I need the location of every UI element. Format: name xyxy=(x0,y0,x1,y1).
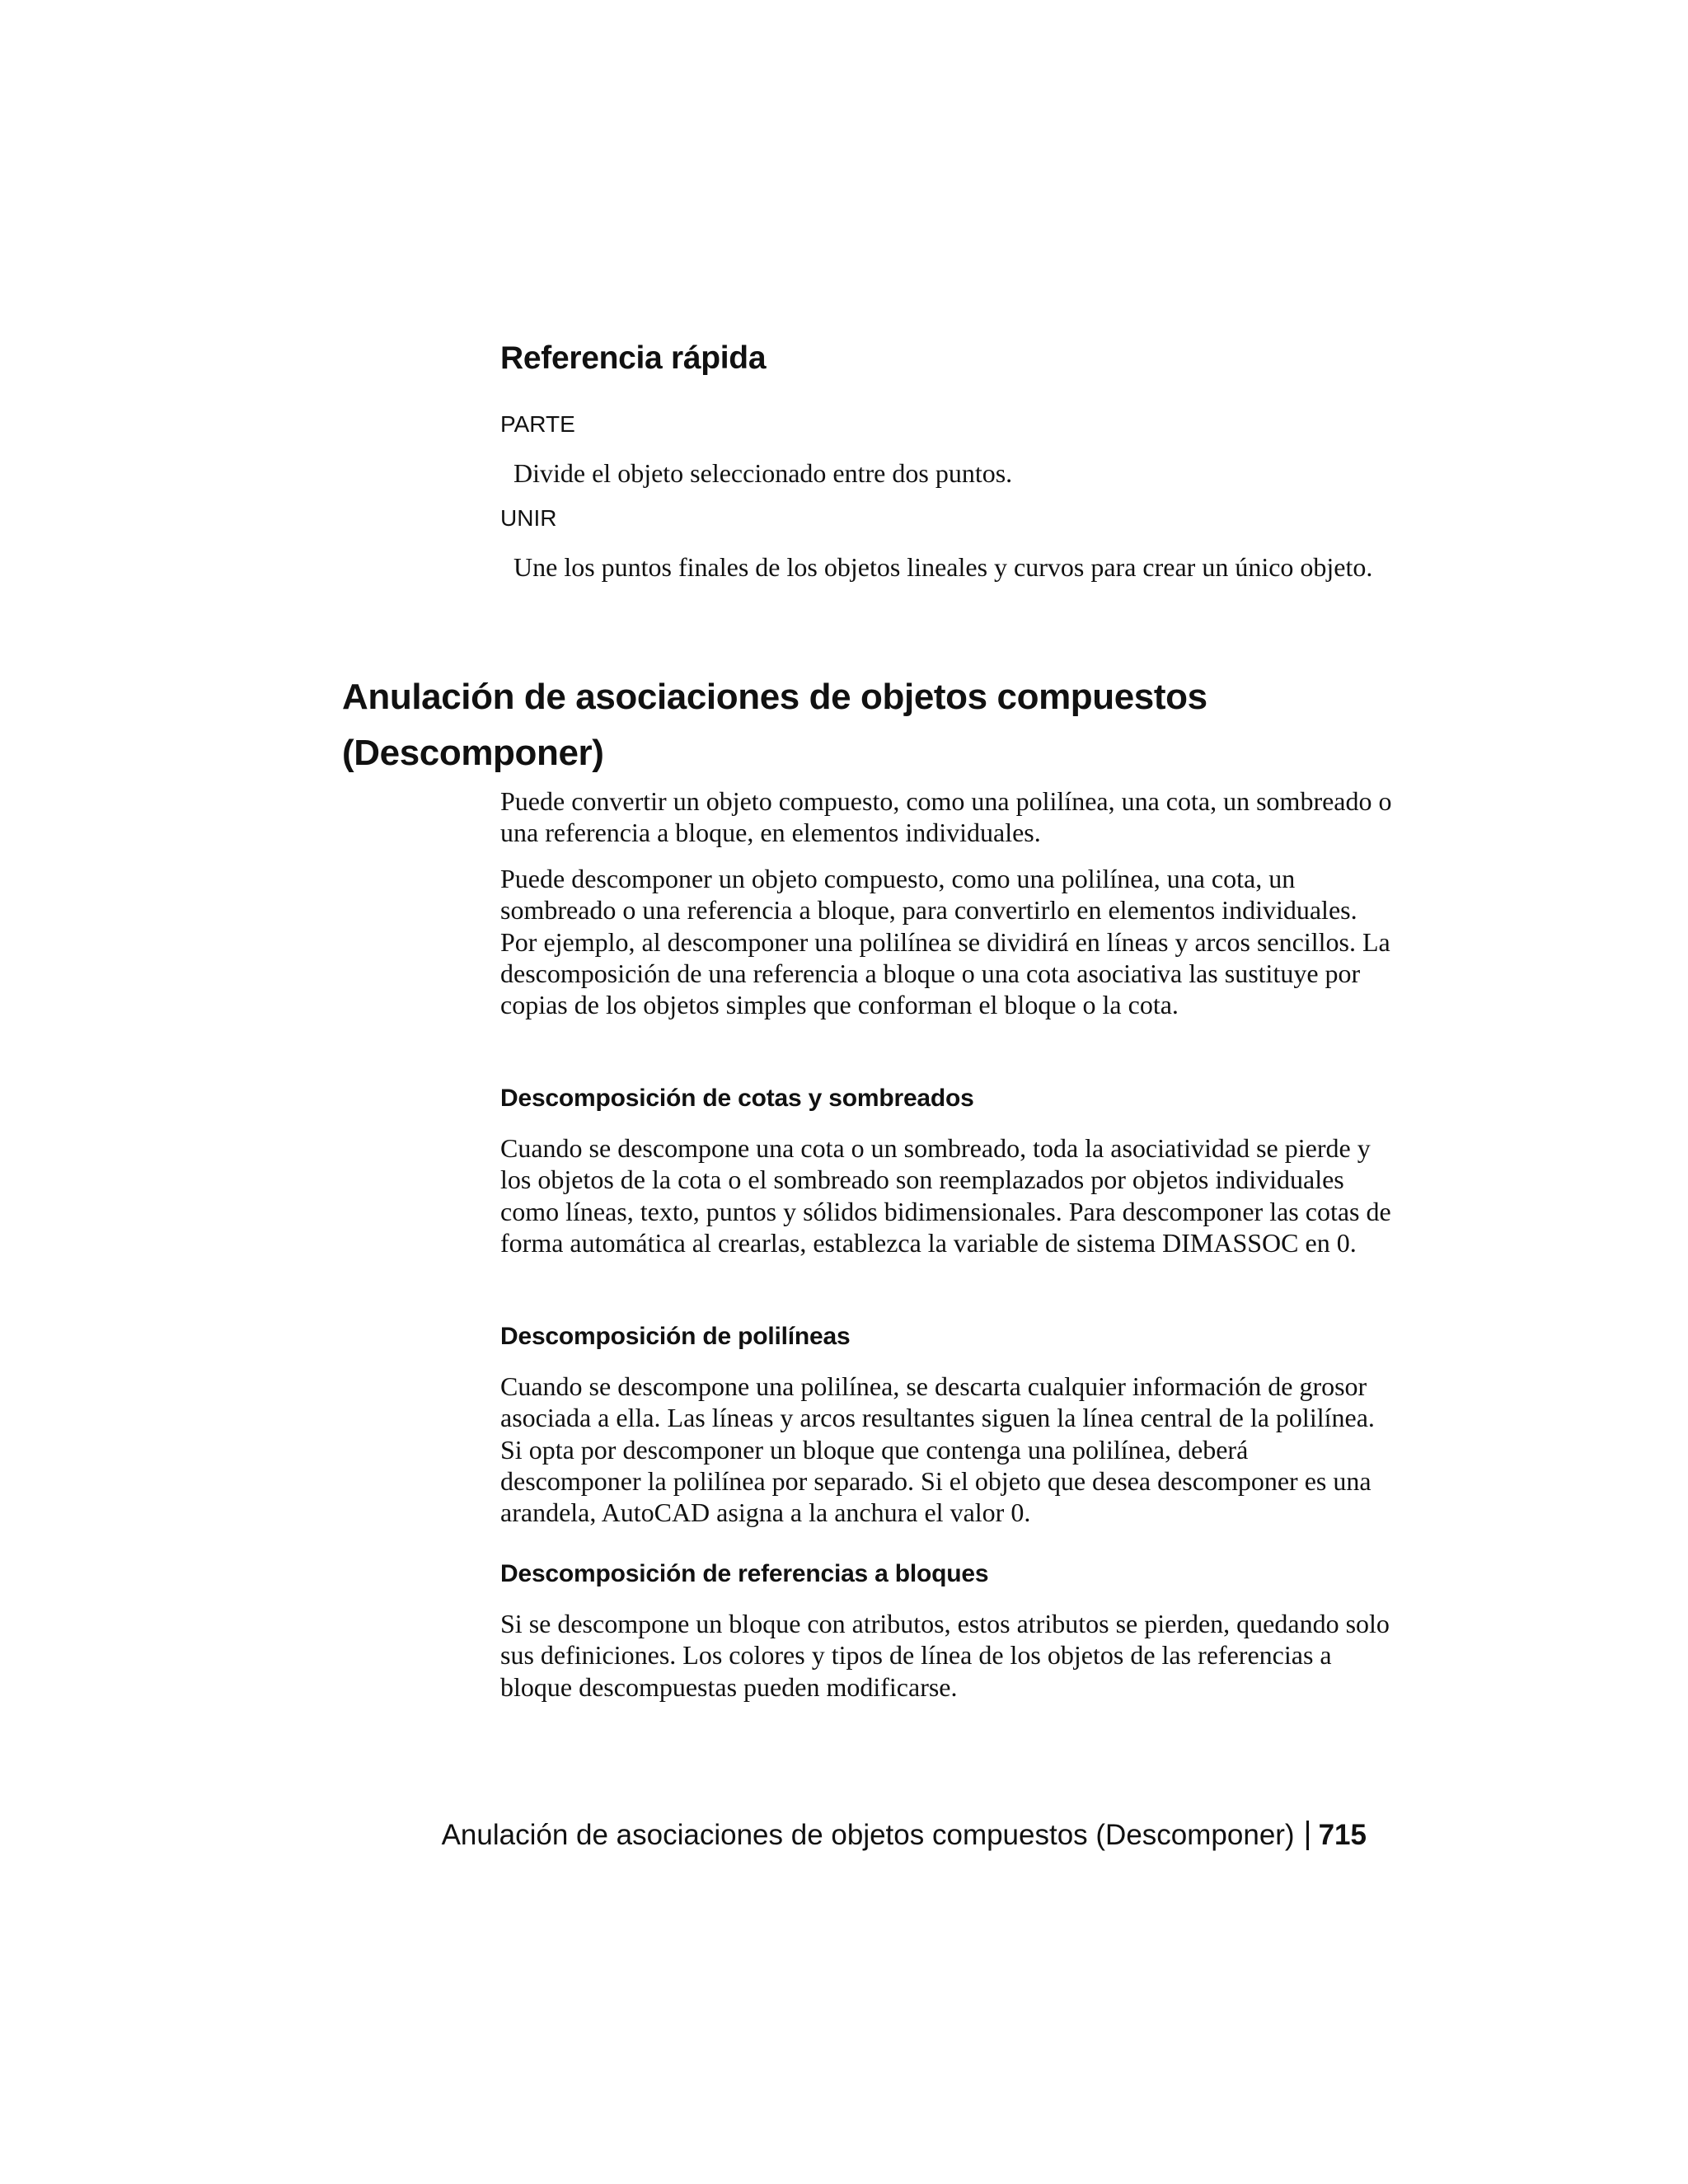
footer-running-title: Anulación de asociaciones de objetos compuestos (Descomponer) xyxy=(441,1819,1295,1851)
subsection-text-cotas: Cuando se descompone una cota o un sombreado, toda la asociatividad se pierde y los objetos de la cota o el sombreado son reemplazados por objetos individuales como líneas, texto, puntos y sólidos bidimensionales. Para descomponer las cotas de forma automática al crearlas, establezca la variable de sistema DIMASSOC en 0. xyxy=(500,1133,1391,1258)
subsection-heading-cotas: Descomposición de cotas y sombreados xyxy=(500,1085,974,1112)
section-intro: Puede convertir un objeto compuesto, como una polilínea, una cota, un sombreado o una referencia a bloque, en elementos individuales. xyxy=(500,786,1392,848)
subsection-heading-bloques: Descomposición de referencias a bloques xyxy=(500,1560,989,1587)
footer-separator xyxy=(1306,1821,1309,1850)
command-name-unir: UNIR xyxy=(500,505,557,531)
page-footer xyxy=(442,1817,1367,1854)
command-name-parte: PARTE xyxy=(500,411,575,437)
command-description-parte: Divide el objeto seleccionado entre dos puntos. xyxy=(513,458,1013,488)
section-title: Anulación de asociaciones de objetos compuestos (Descomponer) xyxy=(342,677,1207,773)
section-body: Puede descomponer un objeto compuesto, como una polilínea, una cota, un sombreado o una referencia a bloque, para convertirlo en elementos individuales. Por ejemplo, al descomponer una polilínea se dividirá en líneas y arcos sencillos. La descomposición de una referencia a bloque o una cota asociativa las sustituye por copias de los objetos simples que conforman el bloque o la cota. xyxy=(500,864,1390,1020)
quick-reference-title: Referencia rápida xyxy=(500,340,767,376)
subsection-text-polilineas: Cuando se descompone una polilínea, se descarta cualquier información de grosor asociada a ella. Las líneas y arcos resultantes siguen la línea central de la polilínea. Si opta por descomponer un bloque que contenga una polilínea, deberá descomponer la polilínea por separado. Si el objeto que desea descomponer es una arandela, AutoCAD asigna a la anchura el valor 0. xyxy=(500,1371,1375,1528)
subsection-text-bloques: Si se descompone un bloque con atributos, estos atributos se pierden, quedando solo sus definiciones. Los colores y tipos de línea de los objetos de las referencias a bloque descompuestas pueden modificarse. xyxy=(500,1609,1390,1702)
subsection-heading-polilineas: Descomposición de polilíneas xyxy=(500,1323,851,1350)
command-description-unir: Une los puntos finales de los objetos lineales y curvos para crear un único objeto. xyxy=(513,552,1373,582)
page-number: 715 xyxy=(1318,1819,1367,1851)
